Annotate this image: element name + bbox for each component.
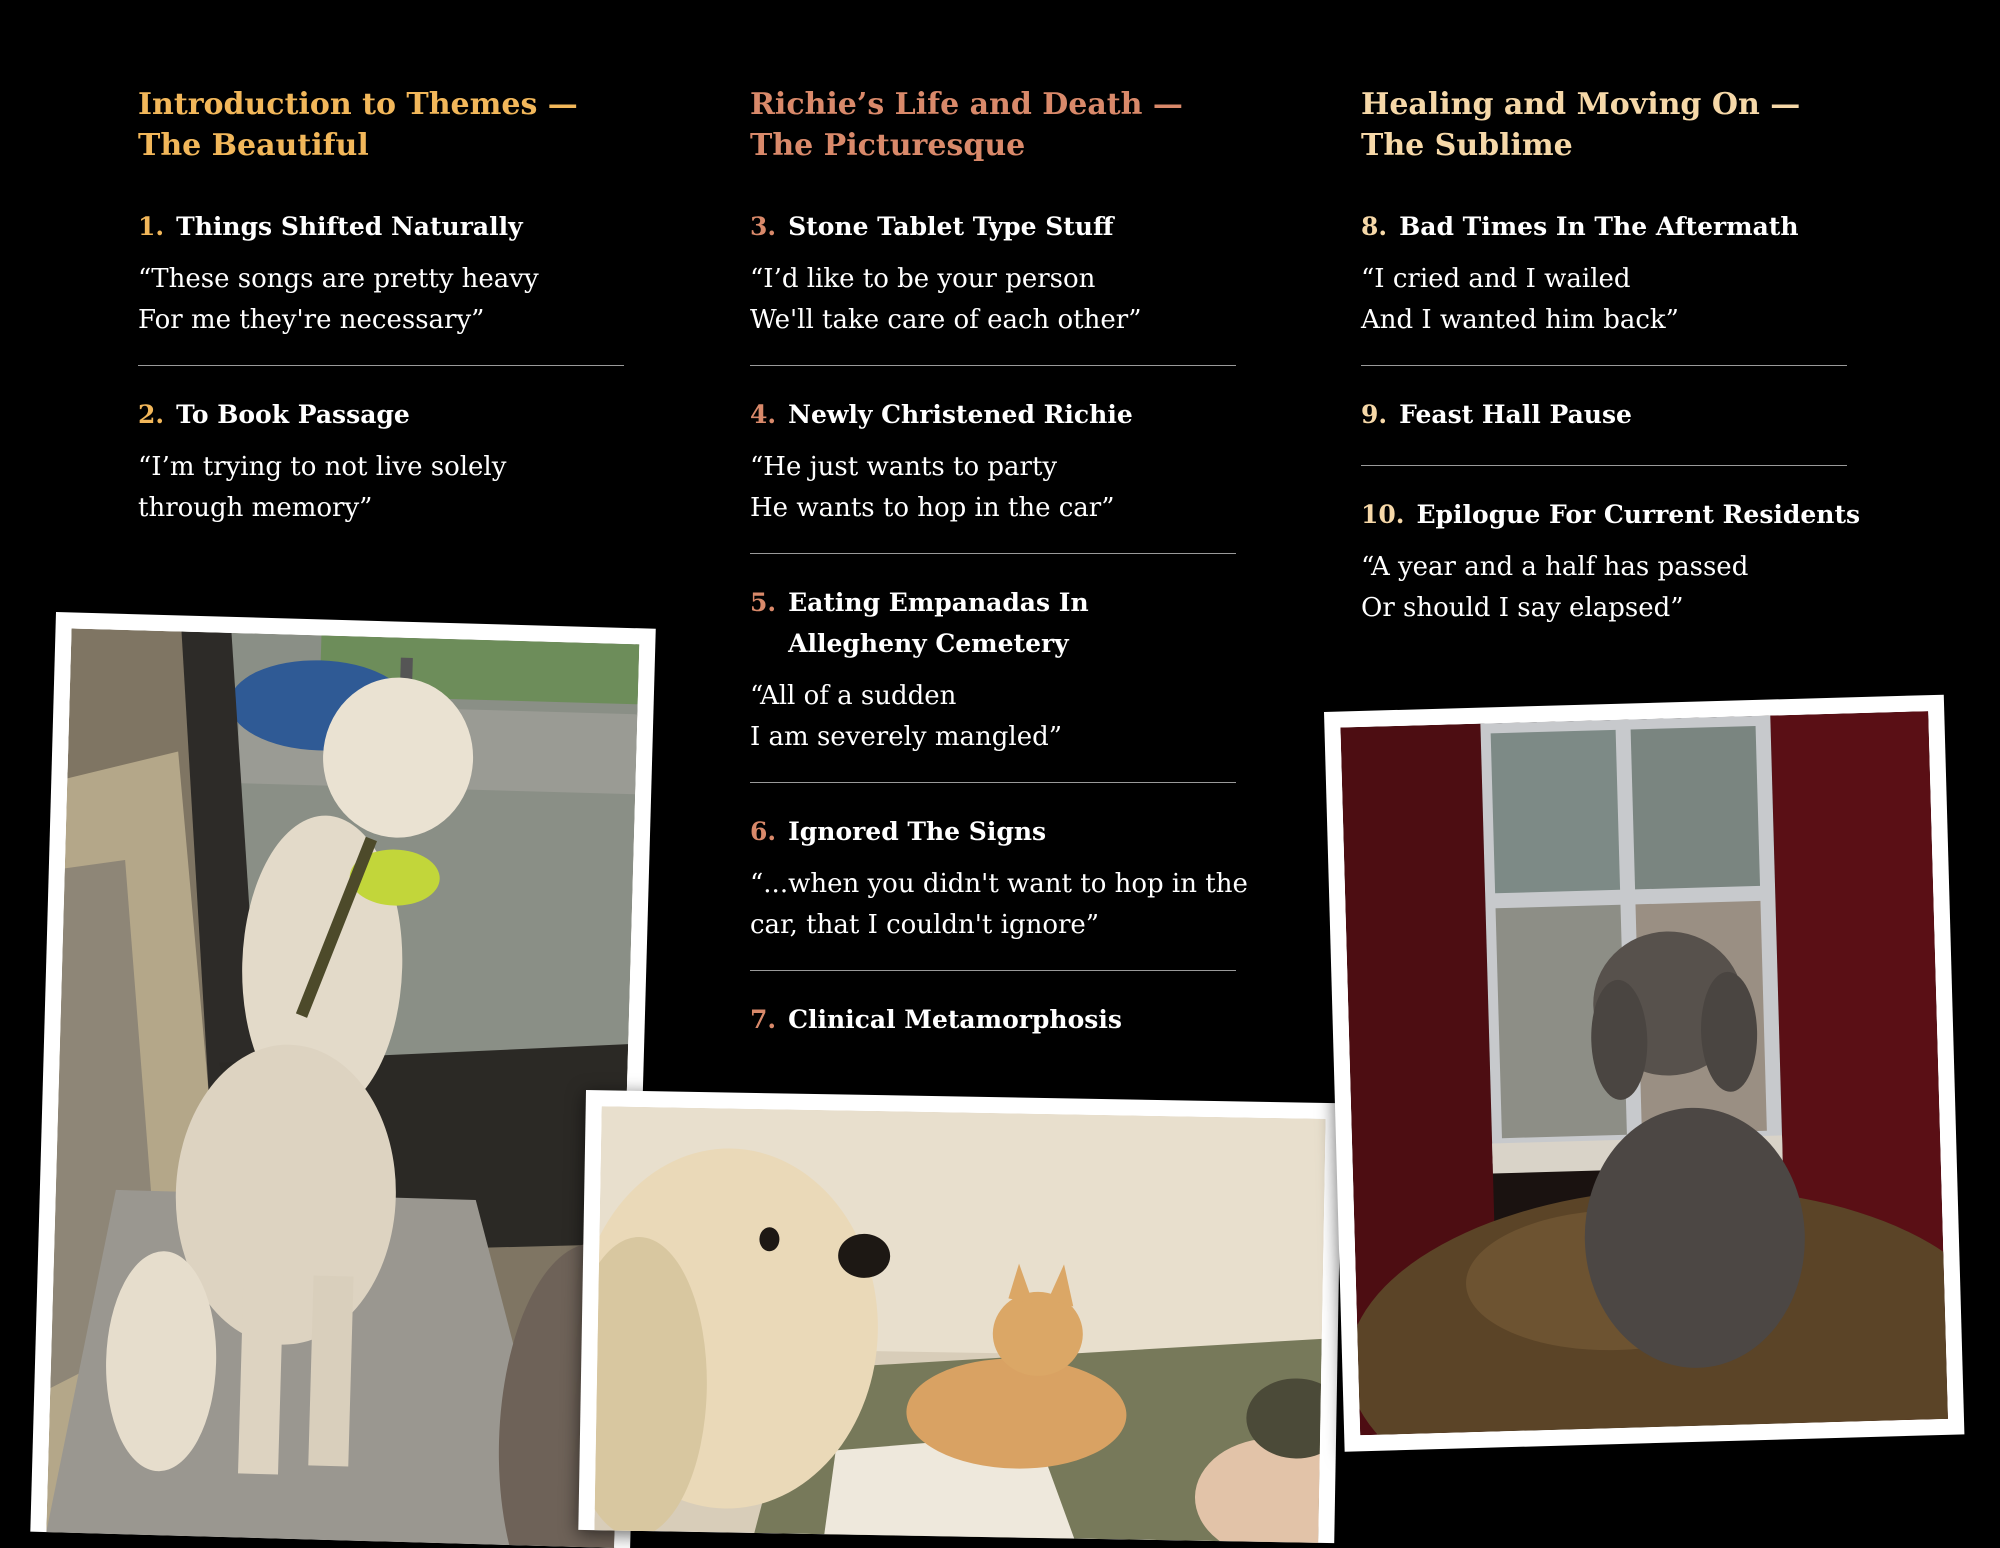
track-lyric [1361, 547, 1861, 629]
track-number: 10. [1361, 500, 1405, 529]
column-picturesque [750, 84, 1250, 1040]
track-item [138, 206, 638, 341]
track-title [1361, 394, 1861, 435]
track-name: To Book Passage [176, 400, 410, 429]
track-name: Eating Empanadas In [788, 588, 1089, 617]
heading-line: Richie’s Life and Death — [750, 87, 1183, 122]
track-number: 8. [1361, 212, 1388, 241]
track-number: 9. [1361, 400, 1388, 429]
track-item [750, 206, 1250, 341]
heading-line: Introduction to Themes — [138, 87, 578, 122]
section-heading [138, 84, 638, 166]
column-beautiful [138, 84, 638, 529]
dog-and-cat-image [594, 1106, 1325, 1543]
track-title [750, 206, 1250, 247]
track-title [750, 811, 1250, 852]
track-name: Allegheny Cemetery [788, 629, 1069, 658]
track-name: Stone Tablet Type Stuff [788, 212, 1114, 241]
track-number: 5. [750, 588, 777, 617]
lyric-line: We'll take care of each other” [750, 305, 1142, 335]
lyric-line: I am severely mangled” [750, 722, 1063, 752]
lyric-line: He wants to hop in the car” [750, 493, 1115, 523]
track-item [1361, 394, 1861, 435]
divider [1361, 465, 1847, 466]
section-heading [750, 84, 1250, 166]
section-heading [1361, 84, 1861, 166]
divider [138, 365, 624, 366]
track-number: 6. [750, 817, 777, 846]
lyric-line: “I cried and I wailed [1361, 264, 1631, 294]
heading-line: Healing and Moving On — [1361, 87, 1801, 122]
track-lyric [750, 864, 1250, 946]
lyric-line: “All of a sudden [750, 681, 957, 711]
track-name: Things Shifted Naturally [176, 212, 523, 241]
track-lyric [1361, 259, 1861, 341]
lyric-line: “He just wants to party [750, 452, 1058, 482]
track-lyric [750, 259, 1250, 341]
track-lyric [138, 259, 638, 341]
track-number: 7. [750, 1005, 777, 1034]
track-item [138, 394, 638, 529]
track-name: Feast Hall Pause [1399, 400, 1632, 429]
track-number: 4. [750, 400, 777, 429]
divider [750, 553, 1236, 554]
track-lyric [750, 447, 1250, 529]
track-title [1361, 494, 1861, 535]
column-sublime [1361, 84, 1861, 629]
track-name: Bad Times In The Aftermath [1399, 212, 1799, 241]
track-name: Ignored The Signs [788, 817, 1047, 846]
track-title [750, 999, 1250, 1040]
track-lyric [750, 676, 1250, 758]
track-item [750, 582, 1250, 758]
track-item [750, 999, 1250, 1040]
track-item [750, 811, 1250, 946]
track-number: 3. [750, 212, 777, 241]
track-title [138, 206, 638, 247]
dog-in-car-image [46, 628, 639, 1548]
divider [750, 782, 1236, 783]
track-title [750, 394, 1250, 435]
lyric-line: car, that I couldn't ignore” [750, 910, 1100, 940]
divider [750, 970, 1236, 971]
track-title [138, 394, 638, 435]
lyric-line: “A year and a half has passed [1361, 552, 1749, 582]
track-name: Epilogue For Current Residents [1416, 500, 1861, 529]
track-title [1361, 206, 1861, 247]
divider [1361, 365, 1847, 366]
lyric-line: And I wanted him back” [1361, 305, 1679, 335]
dog-in-car-photo [30, 612, 655, 1548]
heading-line: The Beautiful [138, 128, 369, 163]
lyric-line: Or should I say elapsed” [1361, 593, 1684, 623]
track-item [1361, 494, 1861, 629]
track-item [750, 394, 1250, 529]
dog-and-cat-photo [578, 1090, 1342, 1543]
track-title [750, 582, 1250, 664]
divider [750, 365, 1236, 366]
track-number: 2. [138, 400, 165, 429]
lyric-line: For me they're necessary” [138, 305, 485, 335]
lyric-line: through memory” [138, 493, 373, 523]
track-lyric [138, 447, 638, 529]
lyric-line: “These songs are pretty heavy [138, 264, 539, 294]
track-number: 1. [138, 212, 165, 241]
track-item [1361, 206, 1861, 341]
dog-at-window-photo [1324, 695, 1964, 1452]
lyric-line: “I’m trying to not live solely [138, 452, 507, 482]
lyric-line: “I’d like to be your person [750, 264, 1096, 294]
lyric-line: “...when you didn't want to hop in the [750, 869, 1248, 899]
heading-line: The Sublime [1361, 128, 1573, 163]
track-name: Newly Christened Richie [788, 400, 1133, 429]
track-name: Clinical Metamorphosis [788, 1005, 1122, 1034]
dog-at-window-image [1340, 711, 1948, 1435]
heading-line: The Picturesque [750, 128, 1026, 163]
